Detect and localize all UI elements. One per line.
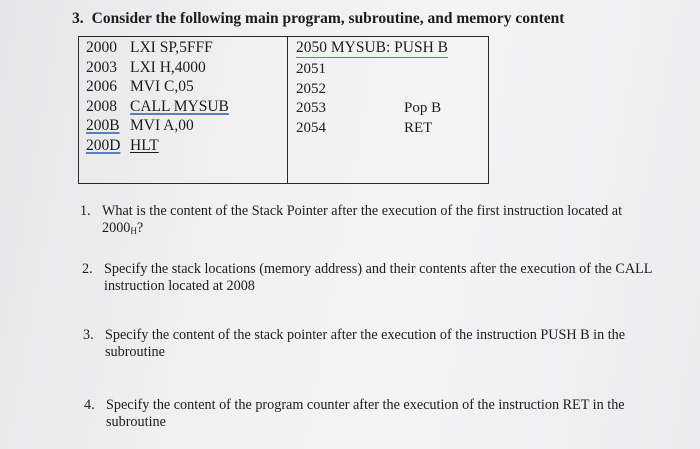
code-instruction: LXI SP,5FFF (130, 39, 213, 56)
code-line (86, 116, 287, 136)
code-instruction: MVI C,05 (130, 78, 194, 96)
subroutine-address: 2051 (296, 61, 326, 77)
code-address: 2008 (86, 97, 117, 115)
heading-text: Consider the following main program, subroutine, and memory content (91, 10, 565, 27)
question-number: 2. (82, 261, 93, 277)
code-line (86, 97, 287, 117)
subroutine-instruction-ret: RET (404, 120, 433, 136)
code-address: 200B (86, 117, 120, 135)
code-line (86, 136, 287, 156)
question-text-continued: subroutine (106, 414, 166, 430)
code-instruction: HLT (130, 136, 159, 154)
code-line (86, 77, 287, 97)
question-text: Specify the stack locations (memory address) and their contents after the execution of the CALL (104, 261, 653, 277)
subroutine-line (296, 39, 488, 60)
subroutine-instruction-pop: Pop B (404, 100, 442, 116)
code-address: 2000 (86, 39, 117, 56)
question-text: What is the content of the Stack Pointer after the execution of the first instruction located at (102, 203, 623, 219)
subroutine-address: 2053 (296, 100, 326, 117)
question-text-continued: $2000_H$? (102, 220, 144, 236)
code-instruction: MVI A,00 (130, 117, 194, 135)
question-text-continued: instruction located at 2008 (104, 278, 255, 294)
question-text-continued: subroutine (105, 344, 165, 360)
question-text: Specify the content of the program counter after the execution of the instruction RET in the (106, 397, 625, 413)
question-number: 4. (84, 397, 95, 413)
code-address: 2003 (86, 58, 117, 76)
question-number: 1. (80, 203, 91, 219)
code-line (86, 38, 287, 58)
code-instruction: CALL MYSUB (130, 97, 229, 115)
subroutine-column (288, 37, 488, 183)
question-text: Specify the content of the stack pointer after the execution of the instruction PUSH B in the (105, 327, 626, 343)
code-address: 2006 (86, 78, 117, 96)
main-program-column (79, 37, 288, 183)
question-number: 3. (83, 327, 94, 343)
code-instruction: LXI H,4000 (130, 58, 206, 76)
code-table (78, 36, 489, 184)
subroutine-header: 2050 MYSUB: PUSH B (296, 39, 449, 56)
code-address: 200D (86, 136, 121, 154)
subroutine-address: 2052 (296, 80, 326, 97)
code-line (86, 58, 287, 78)
subroutine-address: 2054 (296, 119, 326, 136)
question-heading (72, 10, 564, 28)
heading-number: 3. (72, 10, 84, 27)
